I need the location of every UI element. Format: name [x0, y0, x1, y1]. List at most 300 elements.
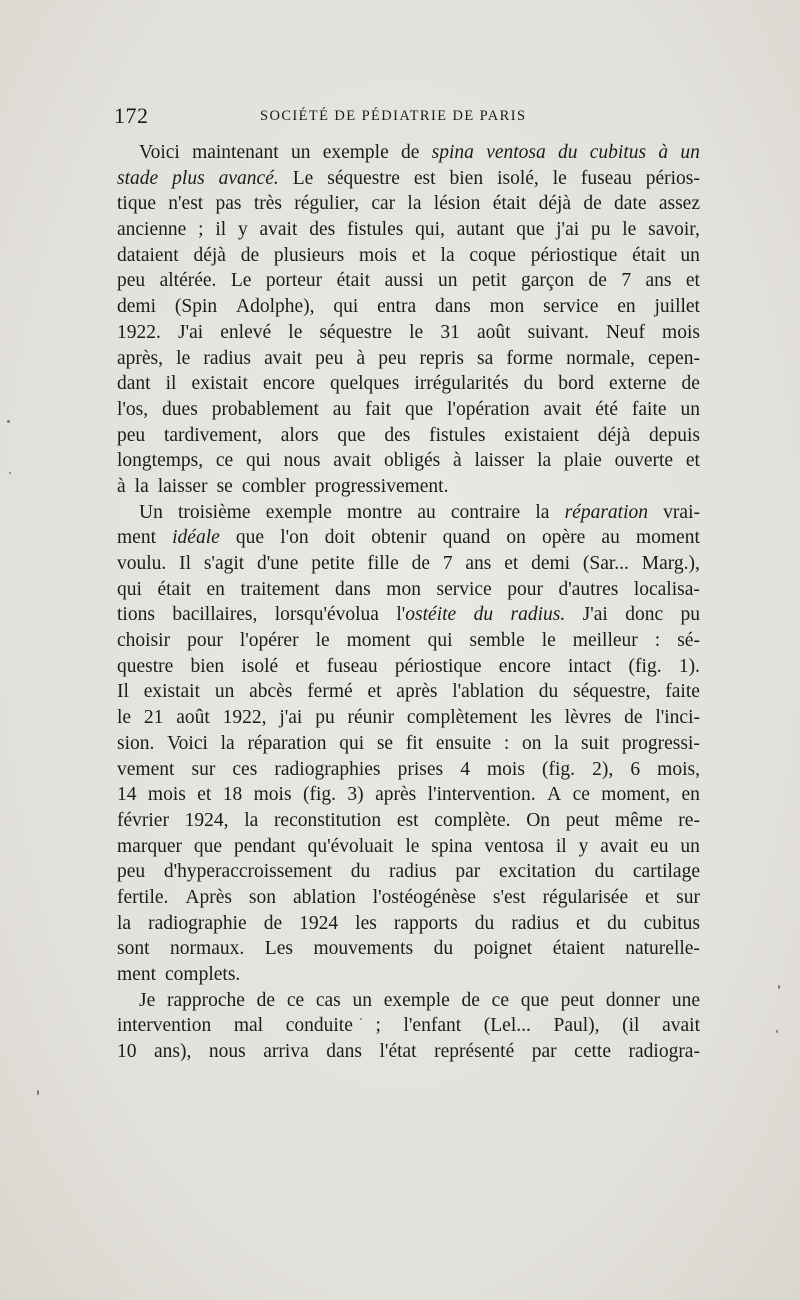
- word: radius: [388, 861, 437, 883]
- word: dues: [162, 398, 198, 420]
- word: conduite: [285, 1015, 353, 1037]
- word: de: [240, 244, 260, 266]
- word: 6: [630, 758, 641, 780]
- word: séquestre,: [573, 681, 651, 703]
- word: était: [157, 578, 192, 600]
- word: J'ai: [582, 604, 608, 626]
- word: poignet: [473, 938, 533, 960]
- word: autant: [456, 219, 505, 241]
- word: demi: [531, 553, 571, 574]
- text-line: [117, 988, 700, 1014]
- word: On: [526, 809, 551, 831]
- word: qu'évoluait: [307, 835, 394, 857]
- word: la: [554, 732, 569, 754]
- word: avait: [543, 398, 582, 420]
- word: et: [685, 270, 700, 292]
- word: cubitus: [643, 912, 700, 934]
- word: naturelle-: [625, 938, 700, 960]
- word: la: [134, 475, 149, 497]
- word: par: [531, 1041, 557, 1063]
- word: qui: [333, 296, 359, 318]
- word: Après: [185, 886, 232, 908]
- word: dans: [326, 1041, 362, 1063]
- running-head: SOCIÉTÉ DE PÉDIATRIE DE PARIS: [260, 108, 527, 124]
- word: J'ai: [177, 321, 204, 343]
- word: lésion: [433, 193, 481, 215]
- word: du: [350, 861, 371, 883]
- word: donc: [625, 604, 664, 626]
- word: avait: [333, 450, 372, 472]
- word: de: [681, 373, 700, 395]
- word: complètement: [406, 707, 518, 729]
- word: la: [407, 193, 422, 215]
- text-line: [117, 217, 700, 243]
- word: par: [455, 861, 481, 883]
- text-line: [117, 1039, 700, 1065]
- word: il: [215, 219, 227, 241]
- word: s'agit: [203, 553, 245, 574]
- word: de: [263, 912, 283, 934]
- word: à: [356, 347, 366, 369]
- word: 7: [621, 270, 632, 292]
- word: 3): [347, 784, 364, 806]
- word: ce: [572, 784, 590, 806]
- word: du: [558, 142, 578, 163]
- word: quand: [442, 527, 491, 549]
- word: dant: [117, 373, 151, 395]
- word: mouvements: [313, 938, 414, 960]
- word: alors: [280, 424, 319, 446]
- word: en: [617, 296, 636, 318]
- word: spina: [431, 142, 474, 163]
- text-line: [117, 834, 700, 860]
- word: la: [440, 244, 455, 266]
- word: et: [367, 681, 382, 703]
- word: mal: [233, 1015, 264, 1037]
- word: que: [193, 835, 223, 857]
- word: périos-: [645, 167, 700, 189]
- word: dataient: [117, 244, 179, 266]
- word: ensuite: [435, 732, 492, 754]
- word: isolé: [241, 655, 279, 677]
- text-line: [117, 705, 700, 731]
- word: de: [583, 193, 602, 215]
- word: et: [504, 553, 519, 574]
- word: réparation: [564, 501, 649, 523]
- word: 1922,: [222, 707, 267, 729]
- word: d'hyperaccroissement: [163, 861, 333, 883]
- word: tions: [117, 604, 155, 626]
- word: à: [117, 475, 126, 497]
- text-line: [117, 808, 700, 834]
- word: Voici: [167, 732, 208, 754]
- word: petite: [311, 553, 355, 574]
- word: entra: [377, 296, 417, 318]
- word: ce: [491, 989, 509, 1011]
- word: avait: [662, 1015, 700, 1037]
- word: fistules: [429, 424, 486, 446]
- word: repris: [419, 347, 464, 369]
- word: pour: [507, 578, 543, 600]
- word: représenté: [434, 1041, 515, 1063]
- word: vrai-: [663, 501, 700, 523]
- word: eu: [650, 835, 669, 857]
- word: porteur: [265, 270, 323, 292]
- word: la: [537, 450, 552, 472]
- word: tique: [117, 193, 156, 215]
- word: après: [375, 784, 417, 806]
- word: garçon: [521, 270, 575, 292]
- word: radius.: [510, 604, 566, 626]
- word: 1924: [299, 912, 339, 934]
- word: :: [654, 630, 661, 652]
- word: 2),: [592, 758, 614, 780]
- word: mon: [386, 578, 421, 600]
- word: ans: [465, 553, 492, 574]
- word: mois: [253, 784, 292, 806]
- word: à: [658, 142, 669, 163]
- word: qui: [339, 732, 365, 754]
- word: peut: [560, 989, 595, 1011]
- word: les: [355, 912, 377, 934]
- text-line: [117, 628, 700, 654]
- word: juillet: [654, 296, 700, 318]
- word: et: [411, 244, 426, 266]
- word: normaux.: [170, 938, 245, 960]
- word: suit: [580, 732, 610, 754]
- word: périostique: [394, 655, 482, 677]
- word: exemple: [383, 989, 450, 1011]
- word: peu: [117, 424, 146, 446]
- word: ;: [198, 219, 204, 241]
- word: coque: [469, 244, 516, 266]
- word: déjà: [538, 193, 572, 215]
- word: il: [165, 373, 177, 395]
- word: rapproche: [166, 989, 245, 1011]
- word: plaie: [563, 450, 602, 472]
- word: probablement: [211, 398, 319, 420]
- word: obligés: [383, 450, 441, 472]
- word: nous: [208, 1041, 246, 1063]
- text-line: [117, 346, 700, 372]
- word: le: [552, 167, 567, 189]
- word: re-: [678, 809, 700, 831]
- word: est: [413, 167, 436, 189]
- word: assez: [658, 193, 700, 215]
- word: réparation: [247, 732, 327, 754]
- word: séquestre: [327, 167, 400, 189]
- word: à: [453, 450, 462, 472]
- word: plus: [172, 167, 205, 189]
- word: 1924,: [184, 809, 229, 831]
- word: au: [601, 527, 620, 549]
- word: 7: [442, 553, 453, 574]
- word: l'inci-: [655, 707, 700, 729]
- word: l'ostéite: [396, 604, 457, 626]
- word: intact: [567, 655, 612, 677]
- word: ablation: [292, 886, 356, 908]
- word: progressi-: [621, 732, 700, 754]
- word: forme: [506, 347, 553, 369]
- word: août: [176, 707, 210, 729]
- word: sont: [117, 938, 150, 960]
- word: qui,: [415, 219, 445, 241]
- word: se: [376, 732, 394, 754]
- word: du: [474, 912, 495, 934]
- word: un: [214, 681, 235, 703]
- word: et: [576, 912, 591, 934]
- word: pu: [680, 604, 700, 626]
- word: Le: [292, 167, 314, 189]
- word: au: [332, 398, 352, 420]
- word: le: [315, 630, 330, 652]
- word: moment,: [601, 784, 671, 806]
- word: du: [433, 938, 454, 960]
- word: exemple: [265, 501, 332, 523]
- word: 31: [440, 321, 460, 343]
- word: la: [535, 501, 550, 523]
- word: troisième: [178, 501, 251, 523]
- word: août: [476, 321, 511, 343]
- word: il: [555, 835, 567, 857]
- word: 18: [222, 784, 243, 806]
- word: ce: [215, 450, 234, 472]
- word: spina: [431, 835, 473, 857]
- word: (Spin: [174, 296, 218, 318]
- word: été: [595, 398, 619, 420]
- word: un: [680, 398, 700, 420]
- word: A: [547, 784, 562, 806]
- word: on: [521, 732, 542, 754]
- word: l'intervention.: [427, 784, 536, 806]
- word: avait: [600, 835, 639, 857]
- word: de: [401, 142, 420, 163]
- word: le: [409, 321, 424, 343]
- word: n'est: [168, 193, 204, 215]
- word: s'est: [492, 886, 526, 908]
- word: du: [523, 373, 544, 395]
- word: petit: [471, 270, 507, 292]
- word: ce: [286, 989, 305, 1011]
- word: localisa-: [633, 578, 700, 600]
- word: existait: [143, 681, 201, 703]
- word: qui: [117, 578, 142, 600]
- word: mois: [487, 758, 525, 780]
- text-line: [117, 243, 700, 269]
- word: en: [206, 578, 225, 600]
- word: peu: [117, 270, 146, 292]
- word: Le: [230, 270, 252, 292]
- word: :: [503, 732, 510, 754]
- text-line: [117, 1013, 700, 1039]
- word: fit: [405, 732, 424, 754]
- word: d'autres: [558, 578, 619, 600]
- text-line: [117, 500, 700, 526]
- word: du: [607, 912, 627, 934]
- word: fistules: [347, 219, 404, 241]
- text-line: [117, 320, 700, 346]
- word: Il: [117, 681, 129, 703]
- word: était: [336, 270, 371, 292]
- word: pas: [215, 193, 242, 215]
- word: progressivement.: [314, 475, 449, 497]
- word: ment: [117, 964, 156, 985]
- word: février: [117, 809, 169, 831]
- word: fuseau: [326, 655, 378, 677]
- word: l'ablation: [452, 681, 524, 703]
- text-line: [117, 371, 700, 397]
- word: radiographies: [274, 758, 381, 780]
- text-line: [117, 166, 700, 192]
- word: l'ostéogénèse: [372, 886, 476, 908]
- word: est: [396, 809, 419, 831]
- word: on: [506, 527, 526, 549]
- word: (fig.: [542, 758, 576, 780]
- word: mois,: [657, 758, 700, 780]
- word: l'état: [379, 1041, 417, 1063]
- word: 10: [117, 1041, 137, 1063]
- word: séquestre: [319, 321, 393, 343]
- text-line: [117, 397, 700, 423]
- word: isolé,: [497, 167, 539, 189]
- word: contraire: [450, 501, 521, 523]
- word: moment: [346, 630, 411, 652]
- text-line: [117, 602, 700, 628]
- word: et: [685, 450, 700, 472]
- word: que: [235, 527, 265, 549]
- word: Un: [139, 501, 163, 523]
- word: pu: [590, 219, 611, 241]
- text-line: [117, 268, 700, 294]
- text-line: [117, 679, 700, 705]
- word: stade: [117, 167, 159, 189]
- word: en: [681, 784, 700, 806]
- word: traitement: [240, 578, 320, 600]
- word: l'opérer: [239, 630, 299, 652]
- word: des: [384, 424, 411, 446]
- word: sur: [191, 758, 216, 780]
- page-header: [114, 103, 714, 133]
- word: fille: [367, 553, 399, 574]
- word: questre: [117, 655, 174, 677]
- word: quelques: [329, 373, 400, 395]
- word: nous: [283, 450, 321, 472]
- word: bien: [190, 655, 225, 677]
- word: laisser: [474, 450, 525, 472]
- word: les: [530, 707, 552, 729]
- word: sé-: [677, 630, 700, 652]
- word: (Sar...: [582, 553, 629, 574]
- word: qui: [245, 450, 271, 472]
- word: du: [594, 861, 615, 883]
- page-number: 172: [114, 103, 149, 128]
- word: de: [256, 989, 276, 1011]
- word: ces: [232, 758, 258, 780]
- word: Je: [139, 989, 156, 1011]
- word: de: [411, 553, 430, 574]
- word: vement: [117, 758, 175, 780]
- word: prises: [397, 758, 444, 780]
- word: étaient: [552, 938, 605, 960]
- text-line: [117, 448, 700, 474]
- word: le: [541, 630, 556, 652]
- word: que: [404, 398, 434, 420]
- word: Adolphe),: [235, 296, 315, 318]
- word: arriva: [263, 1041, 309, 1063]
- word: maintenant: [192, 142, 279, 163]
- word: mois: [662, 321, 700, 343]
- word: était: [632, 244, 666, 266]
- word: du: [473, 604, 494, 626]
- word: la: [244, 809, 259, 831]
- word: ment: [117, 527, 156, 549]
- word: pu: [315, 707, 335, 729]
- word: longtemps,: [117, 450, 204, 472]
- text-line: [117, 140, 700, 166]
- word: réunir: [347, 707, 395, 729]
- word: (il: [622, 1015, 640, 1037]
- word: que: [520, 989, 549, 1011]
- word: 1).: [678, 655, 700, 677]
- word: enlevé: [220, 321, 272, 343]
- word: fermé: [307, 681, 353, 703]
- word: qui: [427, 630, 453, 652]
- word: de: [461, 989, 480, 1011]
- word: plusieurs: [273, 244, 345, 266]
- word: et: [197, 784, 212, 806]
- word: montre: [346, 501, 403, 523]
- word: bord: [558, 373, 594, 395]
- word: existait: [191, 373, 248, 395]
- word: de: [588, 270, 607, 292]
- word: le: [176, 347, 191, 369]
- word: semble: [469, 630, 525, 652]
- word: ancienne: [117, 219, 187, 241]
- word: j'ai: [556, 219, 580, 241]
- word: ans: [645, 270, 672, 292]
- word: 14: [117, 784, 137, 806]
- word: existaient: [504, 424, 579, 446]
- word: ventosa: [486, 142, 546, 163]
- word: fuseau: [580, 167, 632, 189]
- word: cartilage: [632, 861, 700, 883]
- text-line: [117, 962, 700, 988]
- word: savoir,: [648, 219, 700, 241]
- word: se: [216, 475, 233, 497]
- word: ans),: [154, 1041, 192, 1063]
- text-line: [117, 859, 700, 885]
- word: était: [492, 193, 527, 215]
- word: j'ai: [279, 707, 303, 729]
- word: cas: [315, 989, 341, 1011]
- word: un: [290, 142, 311, 163]
- word: très: [253, 193, 282, 215]
- word: régularisée: [542, 886, 629, 908]
- word: externe: [609, 373, 667, 395]
- text-line: [117, 936, 700, 962]
- word: complets.: [165, 964, 241, 985]
- text-line: [117, 525, 700, 551]
- word: et: [645, 886, 660, 908]
- word: déjà: [597, 424, 631, 446]
- text-line: [117, 551, 700, 577]
- word: moment: [635, 527, 700, 549]
- word: intervention: [117, 1015, 212, 1037]
- word: son: [248, 886, 277, 908]
- word: marquer: [117, 835, 182, 857]
- word: abcès: [249, 681, 293, 703]
- text-line: [117, 885, 700, 911]
